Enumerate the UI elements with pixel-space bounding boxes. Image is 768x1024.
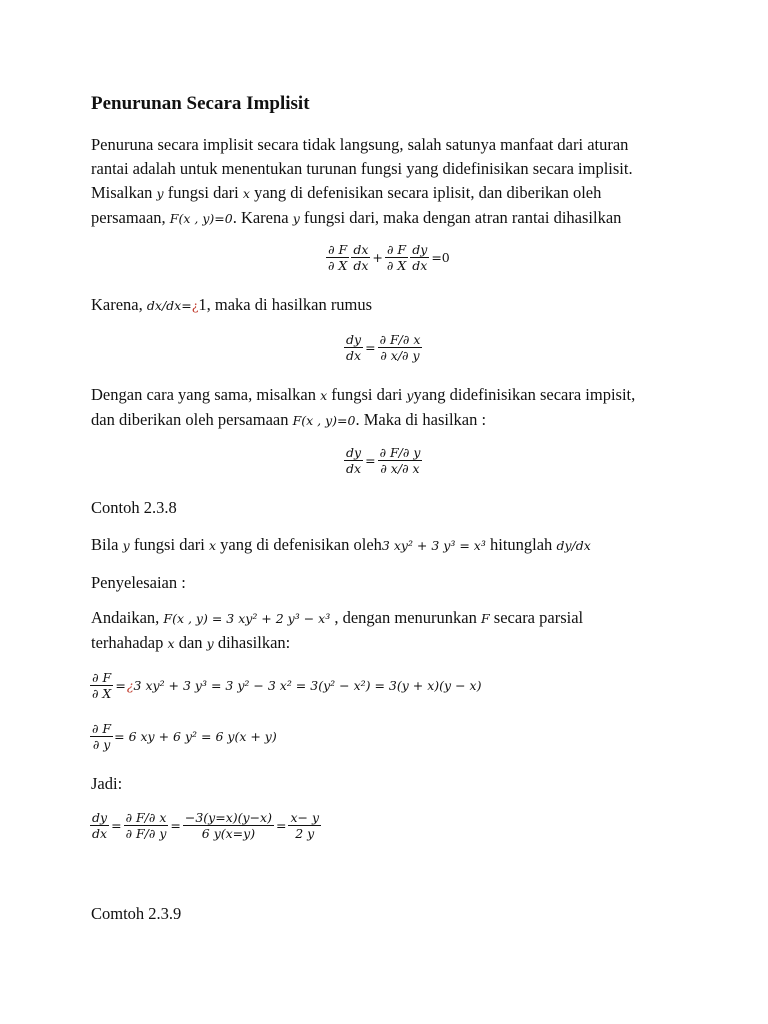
- denominator: ∂ x/∂ y: [380, 348, 420, 363]
- numerator: dy: [92, 810, 108, 825]
- numerator: ∂ F: [328, 242, 348, 257]
- math-var: y: [406, 388, 414, 403]
- math-var: F: [480, 611, 490, 626]
- intro-line-4: [91, 206, 691, 231]
- fraction: [90, 810, 109, 841]
- solution-label: Penyelesaian :: [91, 573, 186, 592]
- operator: =0: [431, 250, 450, 265]
- text: dan: [174, 633, 207, 652]
- operator: =: [115, 678, 126, 693]
- problem-statement: [91, 533, 731, 558]
- text: yang di defenisikan oleh: [216, 535, 382, 554]
- fraction: [385, 242, 408, 273]
- fraction: [90, 670, 113, 701]
- text: terhahadap: [91, 633, 168, 652]
- paragraph-andaikan: [91, 606, 711, 656]
- denominator: ∂ y: [92, 737, 111, 752]
- denominator: dx: [353, 258, 369, 273]
- text: . Maka di hasilkan :: [355, 410, 487, 429]
- operator: =: [365, 453, 376, 468]
- denominator: ∂ X: [328, 258, 348, 273]
- paragraph-line: [91, 383, 691, 408]
- numerator: dx: [353, 242, 369, 257]
- denominator: ∂ F/∂ y: [125, 826, 167, 841]
- math-var: x: [320, 388, 328, 403]
- denominator: ∂ X: [386, 258, 407, 273]
- equation-partial-x: [89, 670, 481, 701]
- math-expr: 3 xy² + 3 y³ = 3 y² − 3 x² = 3(y² − x²) = 3(y + x)(y − x): [133, 678, 482, 693]
- text: fungsi dari: [327, 385, 407, 404]
- page-title: Penurunan Secara Implisit: [91, 93, 310, 114]
- numerator: dy: [346, 445, 362, 460]
- paragraph-line: [91, 631, 711, 656]
- intro-line-2: rantai adalah untuk menentukan turunan fungsi yang didefinisikan secara implisit.: [91, 159, 633, 178]
- fraction: [378, 332, 423, 363]
- numerator: ∂ F/∂ y: [379, 445, 421, 460]
- denominator: 2 y: [295, 826, 315, 841]
- equation-dydx: [343, 332, 423, 363]
- math-expr: dx/dx=: [146, 298, 192, 313]
- text: yang di defenisikan secara iplisit, dan diberikan oleh: [249, 183, 602, 202]
- intro-line-1: Penuruna secara implisit secara tidak langsung, salah satunya manfaat dari aturan: [91, 135, 629, 154]
- example-heading-239: Comtoh 2.3.9: [91, 904, 182, 923]
- equation-chain-rule: [325, 242, 451, 273]
- operator: =: [111, 818, 122, 833]
- example-heading-238: Contoh 2.3.8: [91, 498, 177, 517]
- equation-result: [89, 810, 322, 841]
- text: Bila: [91, 535, 123, 554]
- text: , dengan menurunkan: [330, 608, 481, 627]
- fraction: [351, 242, 370, 273]
- jadi-label: Jadi:: [91, 774, 123, 793]
- math-var: y: [156, 186, 164, 201]
- numerator: ∂ F: [92, 721, 112, 736]
- equation-dxdy: [343, 445, 423, 476]
- fraction: [378, 445, 423, 476]
- paragraph-line: [91, 408, 691, 433]
- text: persamaan,: [91, 208, 170, 227]
- text: Karena,: [91, 295, 147, 314]
- text: fungsi dari, maka dengan atran rantai dihasilkan: [299, 208, 622, 227]
- equation-partial-y: [89, 721, 277, 752]
- text: secara parsial: [489, 608, 584, 627]
- math-glyph: ¿: [191, 298, 199, 313]
- numerator: dy: [346, 332, 362, 347]
- operator: +: [372, 250, 383, 265]
- text: dihasilkan:: [213, 633, 291, 652]
- math-expr: F(x , y)=0: [169, 211, 233, 226]
- text: Andaikan,: [91, 608, 164, 627]
- numerator: ∂ F/∂ x: [125, 810, 167, 825]
- math-expr: 3 xy² + 3 y³ = x³: [381, 538, 486, 553]
- operator: =: [170, 818, 181, 833]
- denominator: ∂ x/∂ x: [380, 461, 420, 476]
- text: 1, maka di hasilkan rumus: [198, 295, 373, 314]
- fraction: [344, 445, 363, 476]
- math-expr: dy/dx: [556, 538, 591, 553]
- math-var: y: [206, 636, 214, 651]
- intro-line-3: [91, 181, 691, 206]
- fraction: [288, 810, 321, 841]
- math-var: x: [242, 186, 250, 201]
- denominator: dx: [92, 826, 108, 841]
- numerator: ∂ F/∂ x: [379, 332, 421, 347]
- math-var: y: [292, 211, 300, 226]
- fraction: [344, 332, 363, 363]
- math-expr: = 6 xy + 6 y² = 6 y(x + y): [114, 729, 277, 744]
- text: dan diberikan oleh persamaan: [91, 410, 293, 429]
- numerator: x− y: [290, 810, 320, 825]
- text: . Karena: [232, 208, 293, 227]
- paragraph-intro: [91, 133, 691, 231]
- numerator: ∂ F: [92, 670, 112, 685]
- paragraph-dengan-cara: [91, 383, 691, 433]
- math-expr: F(x , y) = 3 xy² + 2 y³ − x³: [163, 611, 331, 626]
- denominator: dx: [346, 348, 362, 363]
- math-var: y: [122, 538, 130, 553]
- text: Dengan cara yang sama, misalkan: [91, 385, 321, 404]
- fraction: [183, 810, 274, 841]
- numerator: dy: [412, 242, 428, 257]
- math-var: x: [208, 538, 217, 553]
- denominator: 6 y(x=y): [201, 826, 256, 841]
- fraction: [410, 242, 429, 273]
- numerator: ∂ F: [387, 242, 407, 257]
- text: hitunglah: [485, 535, 557, 554]
- math-glyph: ¿: [126, 678, 134, 693]
- text: yang didefinisikan secara impisit,: [413, 385, 636, 404]
- denominator: dx: [346, 461, 362, 476]
- text: fungsi dari: [129, 535, 209, 554]
- fraction: [326, 242, 349, 273]
- fraction: [124, 810, 169, 841]
- math-var: x: [167, 636, 175, 651]
- paragraph-line: [91, 606, 711, 631]
- math-expr: F(x , y)=0: [292, 413, 356, 428]
- fraction: [90, 721, 113, 752]
- operator: =: [365, 340, 376, 355]
- numerator: −3(y=x)(y−x): [184, 810, 272, 825]
- denominator: dx: [412, 258, 428, 273]
- denominator: ∂ X: [92, 686, 112, 701]
- text: fungsi dari: [163, 183, 243, 202]
- paragraph-karena: [91, 293, 691, 318]
- text: Misalkan: [91, 183, 157, 202]
- operator: =: [275, 818, 287, 833]
